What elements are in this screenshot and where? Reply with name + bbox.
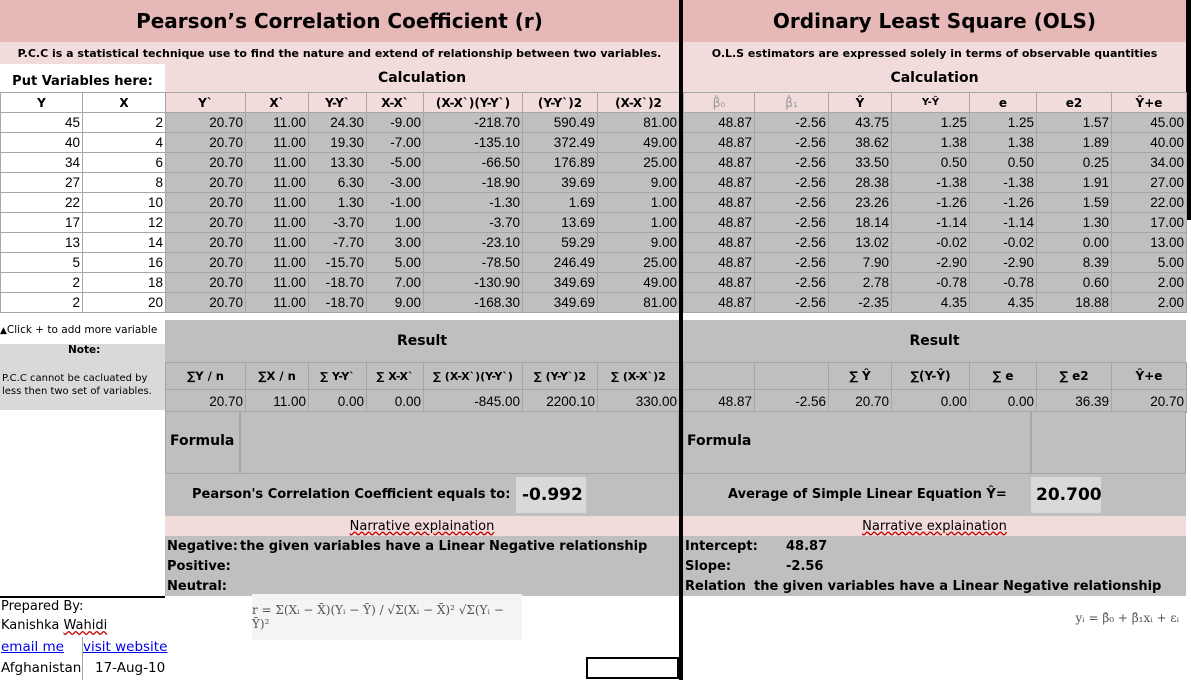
table-cell: 48.87 — [684, 153, 755, 173]
table-cell: -78.50 — [424, 253, 523, 273]
table-cell: 20.70 — [166, 193, 246, 213]
table-row — [1, 173, 680, 193]
table-cell: -7.00 — [367, 133, 424, 153]
ols-result-sum-e: 0.00 — [970, 390, 1037, 413]
table-cell: -218.70 — [424, 113, 523, 133]
table-cell: -1.38 — [970, 173, 1037, 193]
input-x-cell[interactable]: 14 — [83, 233, 166, 253]
table-cell: 1.00 — [367, 213, 424, 233]
input-x-cell[interactable]: 8 — [83, 173, 166, 193]
col-header-y: Y — [1, 93, 83, 113]
prepared-date: 17-Aug-10 — [95, 660, 166, 676]
note-text: P.C.C cannot be cacluated by less then two set of variables. — [0, 364, 165, 410]
ols-result-beta1: -2.56 — [755, 390, 829, 413]
table-cell: -2.35 — [829, 293, 892, 313]
table-cell: 11.00 — [246, 133, 309, 153]
table-cell: 1.69 — [523, 193, 598, 213]
table-cell: 25.00 — [598, 253, 680, 273]
table-row — [1, 133, 680, 153]
pcc-calculation-header: Calculation — [165, 64, 679, 92]
table-cell: -2.56 — [755, 233, 829, 253]
table-cell: 48.87 — [684, 113, 755, 133]
result-sum-x-dev: 0.00 — [367, 390, 424, 413]
put-variables-label: Put Variables here: — [12, 73, 153, 89]
ols-result-header-beta0 — [684, 363, 755, 390]
table-cell: 4.35 — [970, 293, 1037, 313]
table-row — [1, 273, 680, 293]
table-cell: 8.39 — [1037, 253, 1112, 273]
table-row — [1, 113, 680, 133]
table-cell: -7.70 — [309, 233, 367, 253]
table-cell: 3.00 — [367, 233, 424, 253]
table-cell: 81.00 — [598, 113, 680, 133]
col-header-e: e — [970, 93, 1037, 113]
table-row — [684, 213, 1187, 233]
table-cell: -2.56 — [755, 213, 829, 233]
table-row — [684, 193, 1187, 213]
table-cell: 20.70 — [166, 273, 246, 293]
pcc-title: Pearson’s Correlation Coefficient (r) — [0, 0, 679, 42]
table-cell: -2.56 — [755, 293, 829, 313]
table-cell: -2.56 — [755, 253, 829, 273]
table-row — [684, 113, 1187, 133]
table-cell: -2.56 — [755, 113, 829, 133]
footer-divider — [0, 596, 165, 598]
input-x-cell[interactable]: 20 — [83, 293, 166, 313]
table-cell: 49.00 — [598, 273, 680, 293]
col-header-x: X — [83, 93, 166, 113]
table-cell: 1.30 — [309, 193, 367, 213]
table-cell: -18.70 — [309, 273, 367, 293]
table-cell: 7.90 — [829, 253, 892, 273]
pcc-table — [0, 92, 680, 313]
ols-result-sum-residual: 0.00 — [892, 390, 970, 413]
table-cell: 1.38 — [970, 133, 1037, 153]
table-cell: -2.56 — [755, 273, 829, 293]
pcc-value-label: Pearson's Correlation Coefficient equals to: — [192, 487, 511, 502]
table-cell: 39.69 — [523, 173, 598, 193]
ols-result-header-y-hat-plus-e: Ŷ+e — [1112, 363, 1187, 390]
result-header-sum-x-dev: ∑ X-X` — [367, 363, 424, 390]
table-cell: 19.30 — [309, 133, 367, 153]
result-header-sum-y-sq: ∑ (Y-Y`)2 — [523, 363, 598, 390]
input-y-cell[interactable]: 27 — [1, 173, 83, 193]
result-header-sum-y-dev: ∑ Y-Y` — [309, 363, 367, 390]
table-cell: 9.00 — [598, 233, 680, 253]
footer-vline — [82, 637, 83, 680]
table-cell: -5.00 — [367, 153, 424, 173]
table-cell: 1.91 — [1037, 173, 1112, 193]
result-header-mean-x: ∑X / n — [246, 363, 309, 390]
author-last: Wahidi — [63, 618, 108, 633]
table-cell: 1.00 — [598, 213, 680, 233]
table-cell: 48.87 — [684, 293, 755, 313]
input-x-cell[interactable]: 12 — [83, 213, 166, 233]
pcc-result-header: Result — [165, 320, 679, 362]
table-cell: 1.59 — [1037, 193, 1112, 213]
table-row — [1, 193, 680, 213]
table-cell: 81.00 — [598, 293, 680, 313]
ols-subtitle: O.L.S estimators are expressed solely in terms of observable quantities — [683, 42, 1186, 64]
table-cell: 20.70 — [166, 213, 246, 233]
table-cell: 23.26 — [829, 193, 892, 213]
table-cell: 48.87 — [684, 273, 755, 293]
ols-average-label: Average of Simple Linear Equation Ŷ= — [728, 487, 1007, 502]
input-y-cell[interactable]: 17 — [1, 213, 83, 233]
table-cell: 11.00 — [246, 233, 309, 253]
neutral-label: Neutral: — [167, 579, 228, 594]
table-cell: -2.56 — [755, 133, 829, 153]
table-cell: 5.00 — [1112, 253, 1187, 273]
table-cell: -23.10 — [424, 233, 523, 253]
table-cell: 20.70 — [166, 293, 246, 313]
col-header-y-hat-plus-e: Ŷ+e — [1112, 93, 1187, 113]
ols-result-beta0: 48.87 — [684, 390, 755, 413]
table-cell: -3.70 — [309, 213, 367, 233]
table-cell: 0.60 — [1037, 273, 1112, 293]
table-cell: 49.00 — [598, 133, 680, 153]
table-cell: 11.00 — [246, 293, 309, 313]
positive-label: Positive: — [167, 559, 231, 574]
table-cell: 48.87 — [684, 193, 755, 213]
table-cell: 1.30 — [1037, 213, 1112, 233]
col-header-residual: Y-Ŷ — [892, 93, 970, 113]
table-cell: -0.02 — [892, 233, 970, 253]
table-cell: 13.00 — [1112, 233, 1187, 253]
table-cell: 349.69 — [523, 273, 598, 293]
input-x-cell[interactable]: 18 — [83, 273, 166, 293]
website-link[interactable]: visit website — [83, 639, 168, 655]
ols-calculation-header: Calculation — [683, 64, 1186, 92]
ols-result-sum-e2: 36.39 — [1037, 390, 1112, 413]
col-header-beta1: β̂₁ — [755, 93, 829, 113]
pcc-formula-text: r = Σ(Xᵢ − X̄)(Yᵢ − Ȳ) / √Σ(Xᵢ − X̄)² √Σ(Yᵢ − Ȳ)² — [252, 603, 504, 631]
col-header-x-dev: X-X` — [367, 93, 424, 113]
table-cell: 246.49 — [523, 253, 598, 273]
table-cell: -1.26 — [892, 193, 970, 213]
ols-result-header-sum-e2: ∑ e2 — [1037, 363, 1112, 390]
table-cell: 20.70 — [166, 133, 246, 153]
slope-label: Slope: — [685, 559, 732, 574]
table-cell: 33.50 — [829, 153, 892, 173]
table-cell: 40.00 — [1112, 133, 1187, 153]
ols-formula-image — [755, 600, 1185, 636]
table-cell: 1.00 — [598, 193, 680, 213]
table-cell: 25.00 — [598, 153, 680, 173]
input-x-cell[interactable]: 10 — [83, 193, 166, 213]
table-cell: -9.00 — [367, 113, 424, 133]
result-sum-y-sq: 2200.10 — [523, 390, 598, 413]
table-cell: 13.30 — [309, 153, 367, 173]
table-cell: 0.50 — [892, 153, 970, 173]
table-cell: 20.70 — [166, 113, 246, 133]
table-cell: -2.56 — [755, 153, 829, 173]
table-cell: -135.10 — [424, 133, 523, 153]
table-cell: -66.50 — [424, 153, 523, 173]
table-cell: 18.14 — [829, 213, 892, 233]
table-cell: 20.70 — [166, 233, 246, 253]
table-cell: 0.00 — [1037, 233, 1112, 253]
pcc-formula-image — [252, 594, 522, 640]
table-cell: -2.90 — [970, 253, 1037, 273]
negative-label: Negative: — [167, 539, 238, 554]
table-cell: 38.62 — [829, 133, 892, 153]
pcc-narrative-title — [165, 516, 679, 536]
table-cell: 48.87 — [684, 233, 755, 253]
table-cell: 349.69 — [523, 293, 598, 313]
pcc-header-row — [1, 93, 680, 113]
pcc-formula-area — [240, 411, 679, 474]
table-cell: 2.00 — [1112, 293, 1187, 313]
table-cell: 1.57 — [1037, 113, 1112, 133]
email-link[interactable]: email me — [1, 639, 64, 655]
table-cell: 27.00 — [1112, 173, 1187, 193]
col-header-x-dev-sq: (X-X`)2 — [598, 93, 680, 113]
table-cell: -2.56 — [755, 173, 829, 193]
negative-text: the given variables have a Linear Negative relationship — [240, 539, 648, 554]
input-x-cell[interactable]: 16 — [83, 253, 166, 273]
result-header-mean-y: ∑Y / n — [166, 363, 246, 390]
table-cell: 11.00 — [246, 273, 309, 293]
relation-text: the given variables have a Linear Negative relationship — [754, 579, 1162, 594]
table-cell: -1.00 — [367, 193, 424, 213]
ols-result-header-sum-residual: ∑(Y-Ŷ) — [892, 363, 970, 390]
table-cell: 18.88 — [1037, 293, 1112, 313]
table-cell: -1.30 — [424, 193, 523, 213]
ols-header-row — [684, 93, 1187, 113]
pcc-subtitle: P.C.C is a statistical technique use to find the nature and extend of relationship between two variables. — [0, 42, 679, 64]
add-more-label: Click + to add more variable — [6, 324, 158, 336]
ols-formula-area — [1031, 411, 1186, 474]
ols-result-header: Result — [683, 320, 1186, 362]
col-header-x-mean: X` — [246, 93, 309, 113]
table-cell: -18.90 — [424, 173, 523, 193]
table-cell: 22.00 — [1112, 193, 1187, 213]
table-row — [684, 253, 1187, 273]
result-header-sum-x-sq: ∑ (X-X`)2 — [598, 363, 680, 390]
table-cell: 1.25 — [970, 113, 1037, 133]
table-cell: 48.87 — [684, 253, 755, 273]
table-cell: 17.00 — [1112, 213, 1187, 233]
ols-result-sum-y-hat: 20.70 — [829, 390, 892, 413]
table-cell: -168.30 — [424, 293, 523, 313]
table-cell: 6.30 — [309, 173, 367, 193]
table-cell: -0.78 — [892, 273, 970, 293]
input-x-cell[interactable]: 6 — [83, 153, 166, 173]
table-cell: 11.00 — [246, 253, 309, 273]
col-header-y-dev-sq: (Y-Y`)2 — [523, 93, 598, 113]
table-cell: 9.00 — [367, 293, 424, 313]
author-name — [1, 618, 107, 633]
input-y-cell[interactable]: 2 — [1, 273, 83, 293]
prepared-by-label: Prepared By: — [1, 599, 84, 614]
table-cell: 2.78 — [829, 273, 892, 293]
table-cell: 48.87 — [684, 133, 755, 153]
table-row — [684, 293, 1187, 313]
table-row — [684, 153, 1187, 173]
table-cell: -2.90 — [892, 253, 970, 273]
table-cell: -0.78 — [970, 273, 1037, 293]
table-cell: 0.50 — [970, 153, 1037, 173]
input-x-cell[interactable]: 4 — [83, 133, 166, 153]
ols-formula-text: yᵢ = β̂₀ + β̂₁xᵢ + εᵢ — [1075, 611, 1179, 625]
table-cell: 2.00 — [1112, 273, 1187, 293]
col-header-y-dev: Y-Y` — [309, 93, 367, 113]
table-cell: 0.25 — [1037, 153, 1112, 173]
input-y-cell[interactable]: 2 — [1, 293, 83, 313]
table-cell: -0.02 — [970, 233, 1037, 253]
table-cell: 9.00 — [598, 173, 680, 193]
table-cell: -2.56 — [755, 193, 829, 213]
ols-result-y-hat-plus-e: 20.70 — [1112, 390, 1187, 413]
table-cell: 11.00 — [246, 173, 309, 193]
col-header-e2: e2 — [1037, 93, 1112, 113]
col-header-y-hat: Ŷ — [829, 93, 892, 113]
pcc-formula-label: Formula — [165, 411, 240, 474]
ols-narrative-title-text: Narrative explaination — [862, 518, 1007, 534]
note-label: Note: — [0, 344, 165, 364]
table-cell: -3.70 — [424, 213, 523, 233]
table-row — [1, 153, 680, 173]
table-row — [1, 253, 680, 273]
col-header-beta0: β̂₀ — [684, 93, 755, 113]
table-cell: -1.14 — [970, 213, 1037, 233]
table-row — [684, 173, 1187, 193]
table-cell: -15.70 — [309, 253, 367, 273]
ols-result-header-beta1 — [755, 363, 829, 390]
table-cell: 45.00 — [1112, 113, 1187, 133]
slope-value: -2.56 — [786, 559, 824, 574]
table-cell: 48.87 — [684, 173, 755, 193]
ols-result-table — [683, 362, 1187, 413]
result-sum-product: -845.00 — [424, 390, 523, 413]
input-y-cell[interactable]: 34 — [1, 153, 83, 173]
pcc-result-table — [165, 362, 680, 413]
add-more-variable-button[interactable]: ▲Click + to add more variable — [0, 324, 158, 336]
table-cell: -130.90 — [424, 273, 523, 293]
author-first: Kanishka — [1, 618, 64, 633]
ols-result-header-sum-y-hat: ∑ Ŷ — [829, 363, 892, 390]
result-sum-y-dev: 0.00 — [309, 390, 367, 413]
table-row — [684, 273, 1187, 293]
table-cell: 1.89 — [1037, 133, 1112, 153]
result-mean-y: 20.70 — [166, 390, 246, 413]
selected-cell[interactable] — [586, 657, 679, 679]
table-cell: 24.30 — [309, 113, 367, 133]
ols-narrative-title — [683, 516, 1186, 536]
table-cell: 372.49 — [523, 133, 598, 153]
table-cell: 20.70 — [166, 173, 246, 193]
table-cell: 590.49 — [523, 113, 598, 133]
table-cell: 1.38 — [892, 133, 970, 153]
table-cell: 48.87 — [684, 213, 755, 233]
table-row — [1, 293, 680, 313]
table-cell: 43.75 — [829, 113, 892, 133]
table-row — [684, 233, 1187, 253]
table-row — [1, 213, 680, 233]
relation-label: Relation — [685, 579, 746, 594]
table-cell: 34.00 — [1112, 153, 1187, 173]
input-y-cell[interactable]: 22 — [1, 193, 83, 213]
table-cell: 176.89 — [523, 153, 598, 173]
col-header-y-mean: Y` — [166, 93, 246, 113]
input-x-cell[interactable]: 2 — [83, 113, 166, 133]
table-row — [684, 133, 1187, 153]
table-cell: 11.00 — [246, 213, 309, 233]
ols-result-header-sum-e: ∑ e — [970, 363, 1037, 390]
table-cell: 20.70 — [166, 253, 246, 273]
table-cell: -3.00 — [367, 173, 424, 193]
table-cell: -1.38 — [892, 173, 970, 193]
table-cell: 28.38 — [829, 173, 892, 193]
table-cell: 11.00 — [246, 193, 309, 213]
table-cell: 20.70 — [166, 153, 246, 173]
result-mean-x: 11.00 — [246, 390, 309, 413]
input-y-cell[interactable]: 5 — [1, 253, 83, 273]
table-cell: 13.02 — [829, 233, 892, 253]
result-sum-x-sq: 330.00 — [598, 390, 680, 413]
table-cell: 7.00 — [367, 273, 424, 293]
input-y-cell[interactable]: 13 — [1, 233, 83, 253]
table-cell: 11.00 — [246, 113, 309, 133]
pcc-narrative-title-text: Narrative explaination — [349, 518, 495, 534]
result-header-sum-product: ∑ (X-X`)(Y-Y`) — [424, 363, 523, 390]
table-row — [1, 233, 680, 253]
ols-average-value: 20.700 — [1031, 477, 1101, 513]
input-y-cell[interactable]: 40 — [1, 133, 83, 153]
table-cell: -18.70 — [309, 293, 367, 313]
table-cell: 4.35 — [892, 293, 970, 313]
table-cell: 59.29 — [523, 233, 598, 253]
table-cell: -1.26 — [970, 193, 1037, 213]
intercept-value: 48.87 — [786, 539, 828, 554]
ols-table — [683, 92, 1187, 313]
table-cell: 11.00 — [246, 153, 309, 173]
table-cell: 13.69 — [523, 213, 598, 233]
table-cell: 1.25 — [892, 113, 970, 133]
table-cell: -1.14 — [892, 213, 970, 233]
pcc-value: -0.992 — [516, 477, 586, 513]
input-y-cell[interactable]: 45 — [1, 113, 83, 133]
ols-title: Ordinary Least Square (OLS) — [683, 0, 1186, 42]
intercept-label: Intercept: — [685, 539, 758, 554]
ols-formula-label: Formula — [683, 411, 1031, 474]
table-cell: 5.00 — [367, 253, 424, 273]
country: Afghanistan — [1, 660, 82, 676]
col-header-product: (X-X`)(Y-Y`) — [424, 93, 523, 113]
